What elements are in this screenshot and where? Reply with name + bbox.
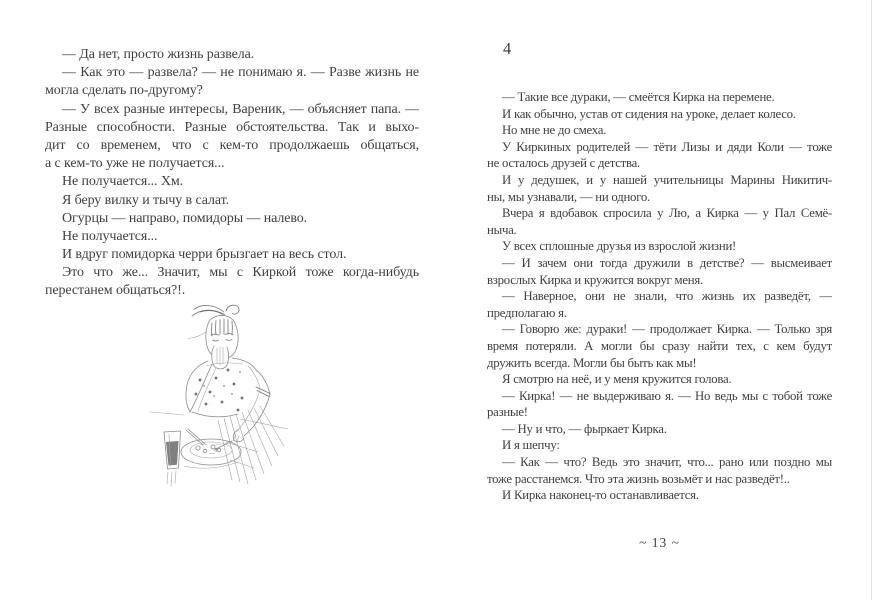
text-line: Но мне не до смеха. [502,123,607,138]
right-page[interactable] [440,0,881,600]
chapter-number: 4 [503,39,512,58]
text-line: время потеряли. А могли бы сразу найти тех, с кем будут [487,338,832,353]
text-line: тоже расстанемся. Что эта жизнь возьмёт и нас разведёт!.. [487,471,790,486]
right-page-text [487,89,832,504]
text-line: перестанем общаться?!. [45,283,186,299]
left-page[interactable] [0,0,440,600]
text-line: У всех сплошные друзья из взрослой жизни! [502,239,737,254]
text-line: — Как — что? Ведь это значит, что... рано или поздно мы [502,455,832,470]
text-line: Не получается... Хм. [62,174,183,190]
text-line: Разные способности. Разные обстоятельства. Так и выхо- [45,119,419,135]
text-line: Это что же... Значит, мы с Киркой тоже когда-нибудь [62,265,419,281]
text-line: могла сделать по-другому? [45,83,203,99]
text-line: не осталось друзей с детства. [487,156,640,171]
text-line: а с кем-то уже не получается... [45,156,225,172]
text-line: — Как это — развела? — не понимаю я. — Разве жизнь не [62,65,419,81]
text-line: предполагаю я. [487,305,567,320]
girl-eating-salad-illustration [148,302,293,497]
text-line: — Ну и что, — фыркает Кирка. [502,421,667,436]
left-page-text [45,46,419,301]
text-line: — Кирка! — не выдерживаю я. — Но ведь мы с тобой тоже [502,388,832,403]
text-line: разные! [487,405,528,420]
text-line: Я смотрю на неё, и у меня кружится голова. [502,372,732,387]
text-line: И у дедушек, и у нашей учительницы Марины Никитич- [502,172,832,187]
text-line: Я беру вилку и тычу в салат. [62,192,229,208]
text-line: И вдруг помидорка черри брызгает на весь стол. [62,247,347,263]
text-line: И Кирка наконец-то останавливается. [502,488,699,503]
text-line: дружить всегда. Могли бы быть как мы! [487,355,697,370]
text-line: У Киркиных родителей — тёти Лизы и дяди Коли — тоже [502,139,832,154]
page-number-footer: ~ 13 ~ [639,535,680,550]
page-edge-line [871,0,872,600]
text-line: И как обычно, устав от сидения на уроке, делает колесо. [502,106,796,121]
text-line: — И зачем они тогда дружили в детстве? — высмеивает [502,255,832,270]
text-line: дит со временем, что с кем-то продолжаешь общаться, [45,137,419,153]
text-line: Не получается... [62,228,158,244]
text-line: ны, мы узнавали, — ни одного. [487,189,650,204]
text-line: — Наверное, они не знали, что жизнь их разведёт, — [502,289,832,304]
text-line: — У всех разные интересы, Вареник, — объясняет папа. — [62,101,419,117]
text-line: Вчера я вдобавок спросила у Лю, а Кирка — у Пал Семё- [502,206,832,221]
text-line: Огурцы — направо, помидоры — налево. [62,210,308,226]
text-line: И я шепчу: [502,438,560,453]
text-line: ныча. [487,222,517,237]
text-line: — Такие все дураки, — смеётся Кирка на перемене. [502,90,775,104]
text-line: — Говорю же: дураки! — продолжает Кирка. — Только зря [502,322,832,337]
text-line: взрослых Кирка и кружится вокруг меня. [487,272,703,287]
text-line: — Да нет, просто жизнь развела. [62,47,255,62]
